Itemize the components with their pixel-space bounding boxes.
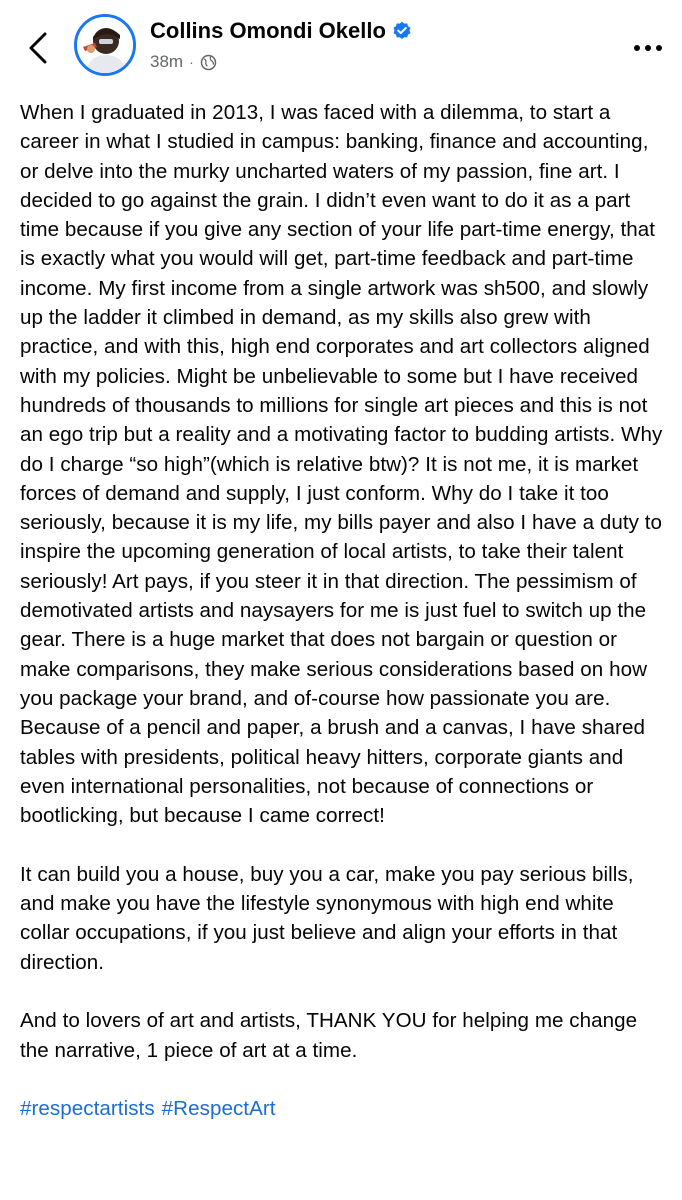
more-dot xyxy=(656,45,662,51)
post-paragraph: And to lovers of art and artists, THANK YOU for helping me change the narrative, 1 piece of art at a time. xyxy=(20,1009,638,1062)
post-header xyxy=(0,0,682,88)
avatar[interactable] xyxy=(74,14,136,76)
avatar-illustration xyxy=(77,17,133,73)
post-meta xyxy=(150,52,217,72)
post-paragraph: It can build you a house, buy you a car, make you pay serious bills, and make you have the lifestyle synonymous with high end white collar occupations, if you just believe and align your efforts in that direction. xyxy=(20,862,634,974)
hashtag-link[interactable]: #respectartists xyxy=(20,1097,155,1121)
more-options-button[interactable] xyxy=(628,28,668,68)
author-name-text: Collins Omondi Okello xyxy=(150,18,386,43)
meta-separator: · xyxy=(189,54,194,70)
hashtag-link[interactable]: #RespectArt xyxy=(161,1097,276,1121)
post-paragraph: When I graduated in 2013, I was faced with a dilemma, to start a career in what I studied in campus: banking, finance and accounting, or delve into the murky uncharted waters of my passion, fine art. I decided to go against the grain. I didn’t even want to do it as a part time because if you give any section of your life part-time energy, that is exactly what you would will get, part-time feedback and part-time income. My first income from a single artwork was sh500, and slowly up the ladder it climbed in demand, as my skills also grew with practice, and with this, high end corporates and art collectors aligned with my policies. Might be unbelievable to some but I have received hundreds of thousands to millions for single art pieces and this is not an ego trip but a reality and a motivating factor to budding artists. Why do I charge “so high”(which is relative btw)? It is not me, it is market forces of demand and supply, I just conform. Why do I take it too seriously, because it is my life, my bills payer and also I have a duty to inspire the upcoming generation of local artists, to take their talent seriously! Art pays, if you steer it in that direction. The pessimism of demotivated artists and naysayers for me is just fuel to switch up the gear. There is a huge market that does not bargain or question or make comparisons, they make serious considerations based on how you package your brand, and of-course how passionate you are. Because of a pencil and paper, a brush and a canvas, I have shared tables with presidents, political heavy hitters, corporate giants and even international personalities, not because of connections or bootlicking, but because I came correct! xyxy=(20,101,663,828)
author-name[interactable] xyxy=(150,18,412,44)
chevron-left-icon xyxy=(28,31,48,65)
timestamp[interactable]: 38m xyxy=(150,52,184,71)
more-dot xyxy=(634,45,640,51)
back-button[interactable] xyxy=(18,28,58,68)
verified-badge-icon xyxy=(392,21,412,41)
hashtag-list xyxy=(20,1094,666,1123)
globe-icon[interactable] xyxy=(200,54,217,71)
post-body xyxy=(20,98,666,1123)
more-dot xyxy=(645,45,651,51)
